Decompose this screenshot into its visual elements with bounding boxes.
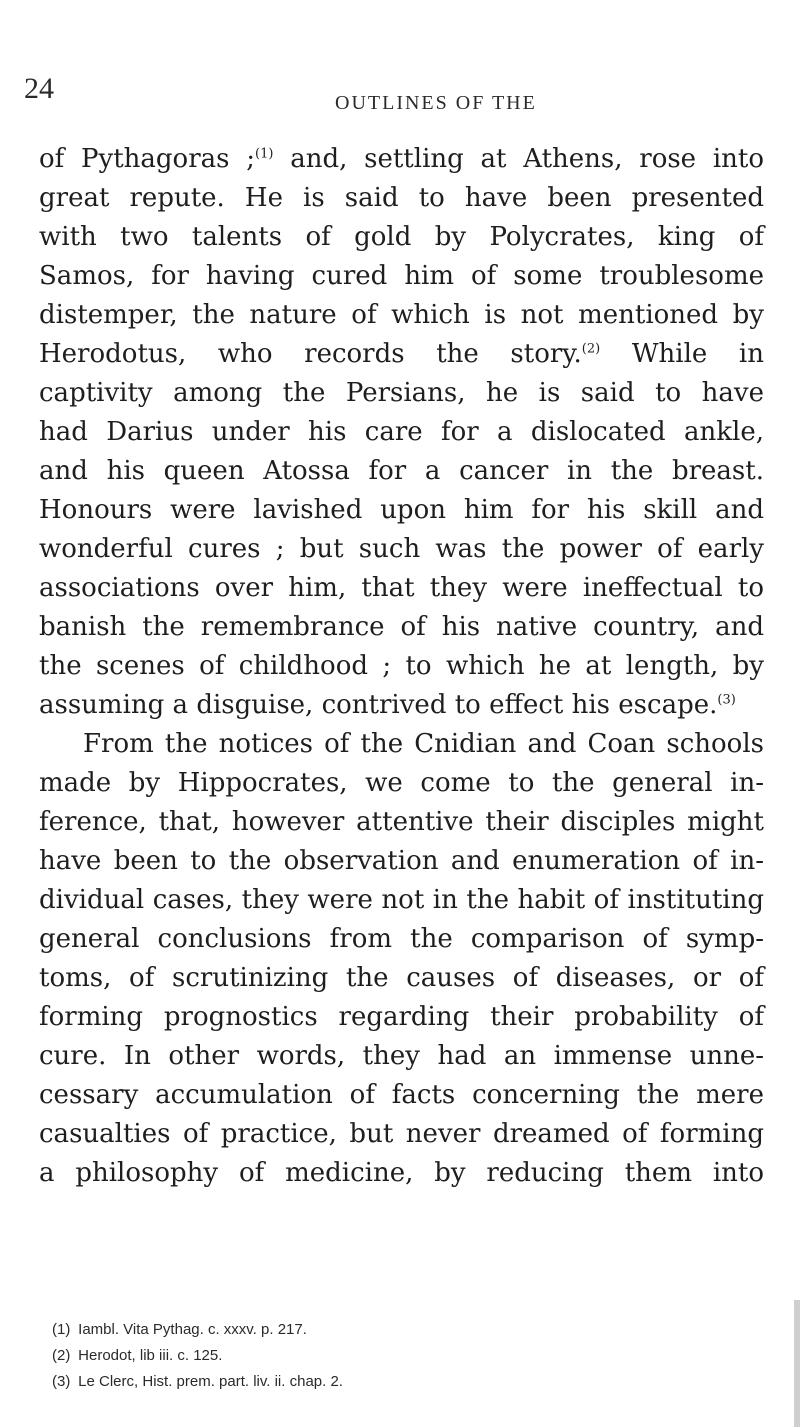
footnote-ref: (3) bbox=[717, 692, 736, 708]
footnotes bbox=[52, 1317, 752, 1395]
text-line-content: wonderful cures ; but such was the power of early bbox=[39, 534, 764, 564]
text-line bbox=[39, 296, 764, 335]
text-line bbox=[39, 1037, 764, 1076]
text-line bbox=[39, 959, 764, 998]
footnote bbox=[52, 1343, 752, 1369]
text-line bbox=[39, 764, 764, 803]
text-line bbox=[39, 842, 764, 881]
text-line bbox=[39, 140, 764, 179]
text-line-content: cure. In other words, they had an immense unne- bbox=[39, 1041, 764, 1071]
text-line bbox=[39, 647, 764, 686]
text-line-content: great repute. He is said to have been presented bbox=[39, 183, 764, 213]
running-head: OUTLINES OF THE bbox=[335, 92, 537, 114]
footnote-number: (2) bbox=[52, 1347, 71, 1364]
footnote-ref: (1) bbox=[255, 146, 274, 162]
text-line-content: had Darius under his care for a dislocated ankle, bbox=[39, 417, 764, 447]
text-line bbox=[39, 179, 764, 218]
text-line-content: of Pythagoras ; bbox=[39, 144, 256, 174]
text-line-content: cessary accumulation of facts concerning the mere bbox=[39, 1080, 764, 1110]
text-line-content: Samos, for having cured him of some troublesome bbox=[39, 261, 764, 291]
text-line-content: forming prognostics regarding their probability of bbox=[39, 1002, 764, 1032]
text-line-content: have been to the observation and enumeration of in- bbox=[39, 846, 764, 876]
text-line bbox=[39, 803, 764, 842]
text-line bbox=[39, 725, 764, 764]
footnote bbox=[52, 1317, 752, 1343]
text-line bbox=[39, 1115, 764, 1154]
text-line-content: captivity among the Persians, he is said to have bbox=[39, 378, 764, 408]
text-line-content: banish the remembrance of his native country, and bbox=[39, 612, 764, 642]
footnote-text: Iambl. Vita Pythag. c. xxxv. p. 217. bbox=[74, 1321, 307, 1338]
text-line bbox=[39, 374, 764, 413]
footnote-text: Le Clerc, Hist. prem. part. liv. ii. chap. 2. bbox=[74, 1373, 343, 1390]
text-line bbox=[39, 452, 764, 491]
text-line-content: ference, that, however attentive their disciples might bbox=[39, 807, 764, 837]
text-line-content: general conclusions from the comparison of symp- bbox=[39, 924, 764, 954]
text-line bbox=[39, 881, 764, 920]
text-line bbox=[39, 920, 764, 959]
text-line-content: and his queen Atossa for a cancer in the breast. bbox=[39, 456, 764, 486]
footnote-text: Herodot, lib iii. c. 125. bbox=[74, 1347, 223, 1364]
text-line bbox=[39, 686, 764, 725]
body-text bbox=[39, 140, 764, 1193]
page-number: 24 bbox=[24, 72, 54, 105]
text-line-content: with two talents of gold by Polycrates, king of bbox=[39, 222, 764, 252]
text-line bbox=[39, 530, 764, 569]
footnote-ref: (2) bbox=[581, 341, 601, 357]
text-line bbox=[39, 218, 764, 257]
text-line-continuation: and, settling at Athens, rose into bbox=[273, 144, 764, 174]
text-line-content: distemper, the nature of which is not mentioned by bbox=[39, 300, 764, 330]
text-line bbox=[39, 335, 764, 374]
footnote bbox=[52, 1369, 752, 1395]
text-line bbox=[39, 1154, 764, 1193]
text-line bbox=[39, 998, 764, 1037]
text-line-content: a philosophy of medicine, by reducing them into bbox=[39, 1158, 764, 1188]
text-line bbox=[39, 491, 764, 530]
footnote-number: (1) bbox=[52, 1321, 71, 1338]
text-line bbox=[39, 569, 764, 608]
text-line-content: assuming a disguise, contrived to effect his escape. bbox=[39, 690, 718, 720]
text-line-content: the scenes of childhood ; to which he at length, by bbox=[39, 651, 764, 681]
text-line-content: From the notices of the Cnidian and Coan schools bbox=[83, 729, 764, 759]
text-line bbox=[39, 1076, 764, 1115]
page-edge-shadow bbox=[794, 1300, 800, 1427]
text-line-continuation: While in bbox=[600, 339, 764, 369]
text-line-content: toms, of scrutinizing the causes of diseases, or of bbox=[39, 963, 764, 993]
text-line bbox=[39, 608, 764, 647]
text-line-content: made by Hippocrates, we come to the general in- bbox=[39, 768, 764, 798]
text-line-content: casualties of practice, but never dreamed of forming bbox=[39, 1119, 764, 1149]
text-line-content: dividual cases, they were not in the habit of instituting bbox=[39, 885, 764, 915]
text-line bbox=[39, 257, 764, 296]
text-line-content: Herodotus, who records the story. bbox=[39, 339, 582, 369]
text-line bbox=[39, 413, 764, 452]
text-line-content: associations over him, that they were ineffectual to bbox=[39, 573, 764, 603]
footnote-number: (3) bbox=[52, 1373, 71, 1390]
text-line-content: Honours were lavished upon him for his skill and bbox=[39, 495, 764, 525]
